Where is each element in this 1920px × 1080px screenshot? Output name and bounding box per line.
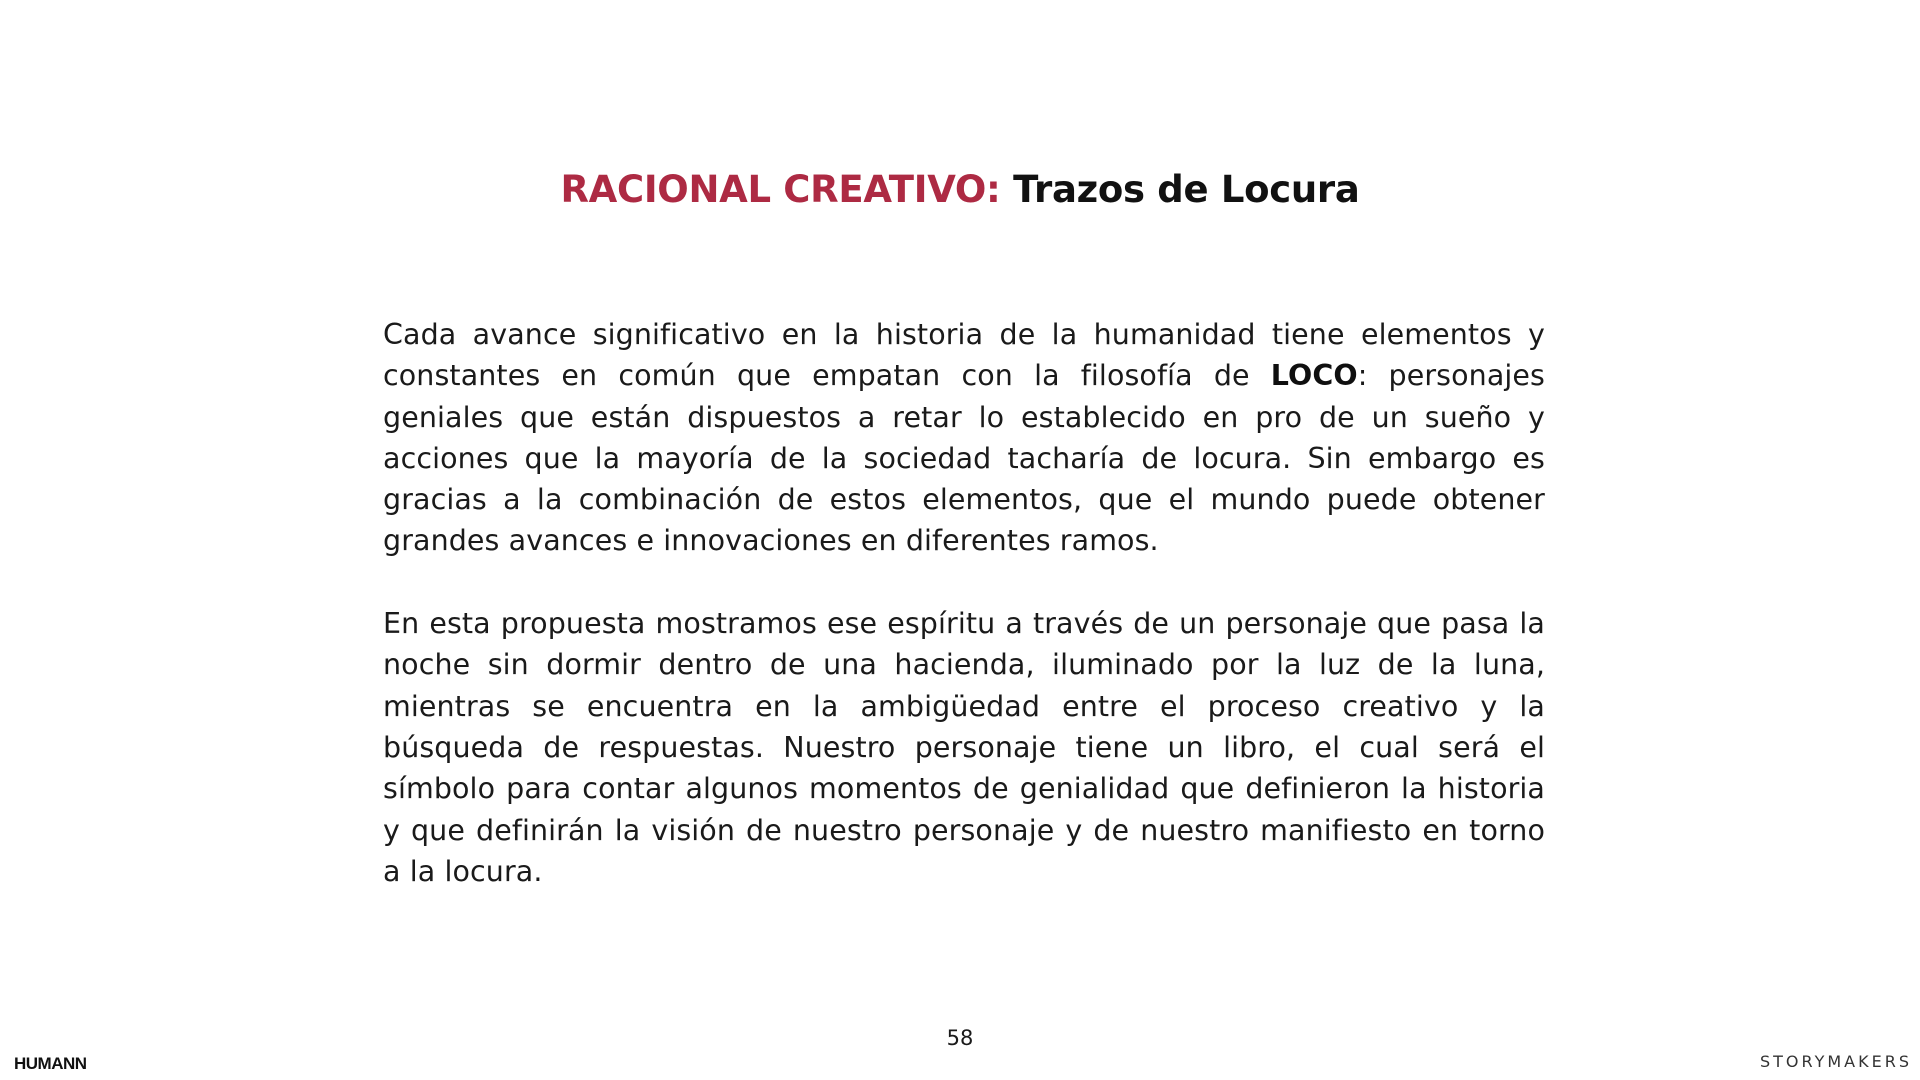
paragraph-1-start: Cada avance significativo en la historia de la humanidad tiene elementos y constantes en común que empatan con la filosofía de bbox=[383, 318, 1545, 393]
paragraph-2: En esta propuesta mostramos ese espíritu a través de un personaje que pasa la noche sin dormir dentro de una hacienda, iluminado por la luz de la luna, mientras se encuentra en la ambigüedad entre el proceso creativo y la búsqueda de respuestas. Nuestro personaje tiene un libro, el cual será el símbolo para contar algunos momentos de genialidad que definieron la historia y que definirán la visión de nuestro personaje y de nuestro manifiesto en torno a la locura. bbox=[383, 607, 1545, 888]
title-accent: RACIONAL CREATIVO: bbox=[560, 168, 1001, 211]
storymakers-logo: STORYMAKERS bbox=[1759, 1052, 1912, 1071]
humann-logo: HUMANN bbox=[14, 1054, 87, 1073]
paragraph-1-end: : personajes geniales que están dispuestos a retar lo establecido en pro de un sueño y acciones que la mayoría de la sociedad tacharía de locura. Sin embargo es gracias a la combinación de estos elementos, que el mundo puede obtener grandes avances e innovaciones en diferentes ramos. bbox=[383, 359, 1545, 558]
loco-emphasis: LOCO bbox=[1270, 359, 1358, 393]
body-text bbox=[383, 314, 1545, 933]
page-number: 58 bbox=[946, 1026, 974, 1050]
paragraph-1 bbox=[383, 314, 1545, 562]
page-title bbox=[0, 164, 1920, 216]
title-main: Trazos de Locura bbox=[1013, 168, 1360, 211]
